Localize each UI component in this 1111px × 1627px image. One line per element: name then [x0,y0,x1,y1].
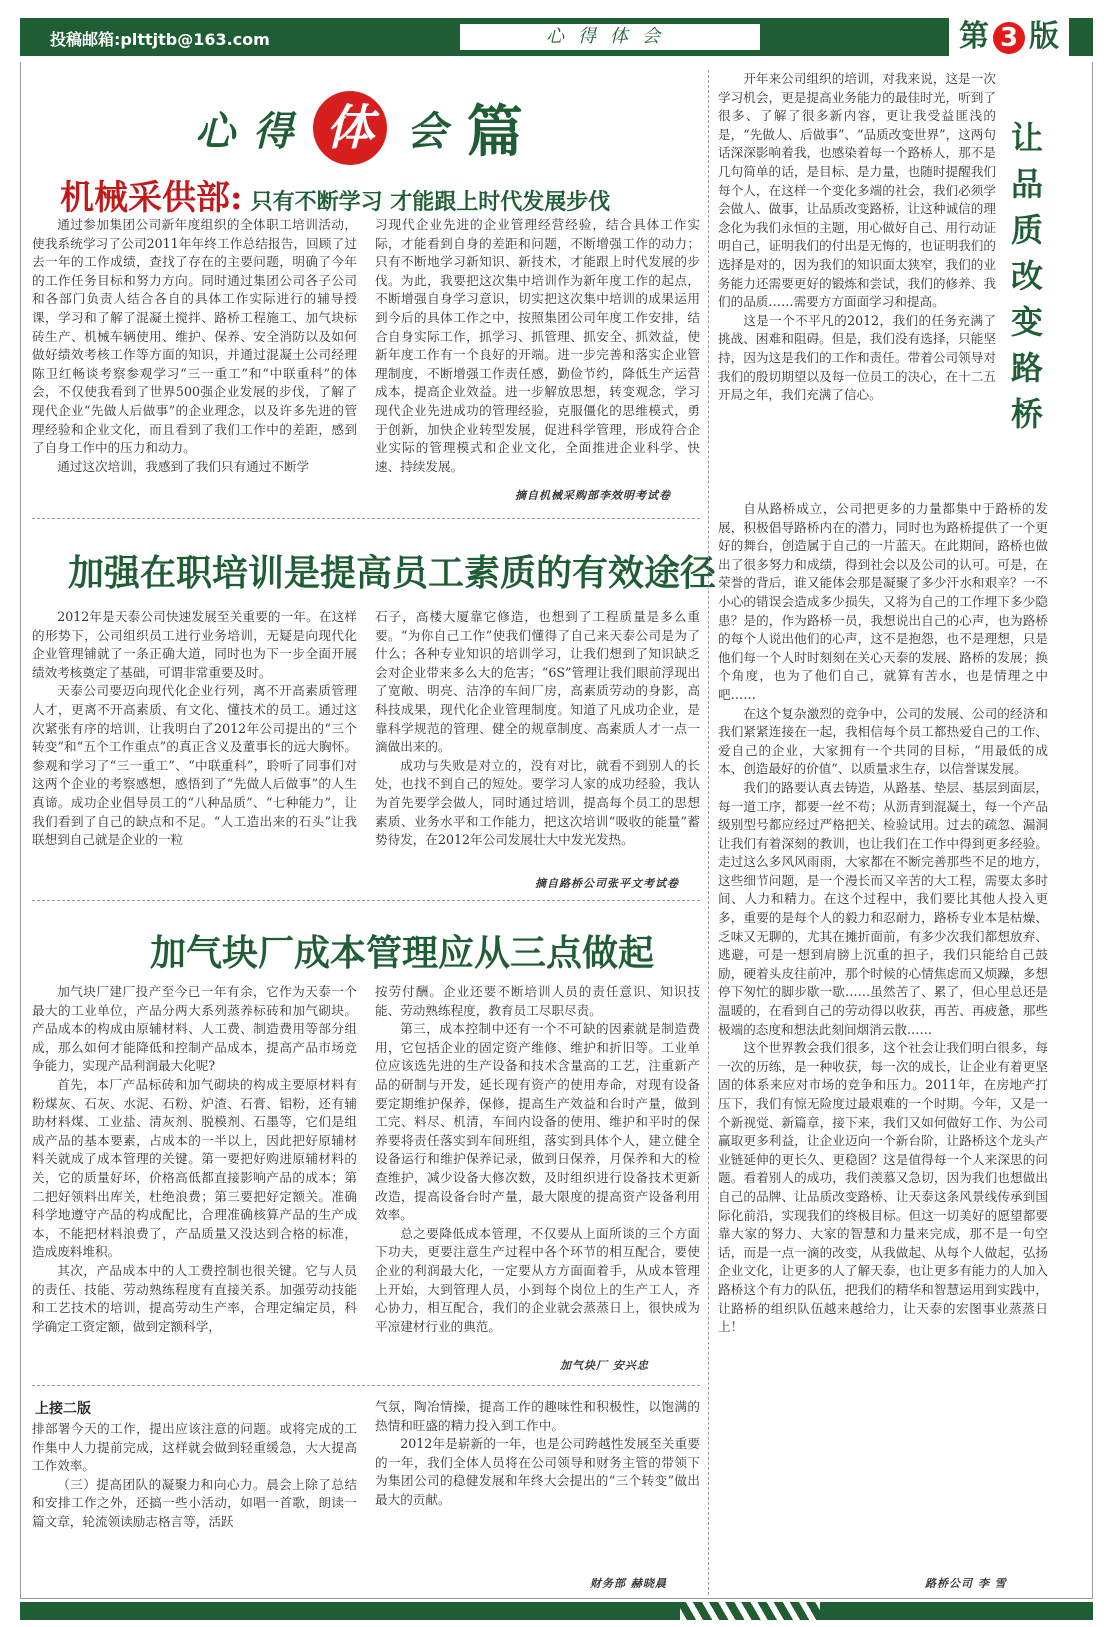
continued-from-label: 上接二版 [35,1401,91,1417]
column-divider [708,70,709,1595]
paragraph: 气氛，陶冶情操，提高工作的趣味性和积极性，以饱满的热情和旺盛的精力投入到工作中。 [375,1399,700,1433]
article3-signature: 加气块厂 安兴忠 [560,1359,649,1372]
article3-column-2 [375,983,700,1336]
contribution-email: 投稿邮箱:plttjtb@163.com [50,30,270,49]
article4-body-top [718,70,996,405]
article3-column-1 [32,983,357,1336]
paragraph: 天泰公司要迈向现代化企业行列，离不开高素质管理人才，更离不开高素质、有文化、懂技术的员工。通过这次紧张有序的培训，让我明白了2012年公司提出的“三个转变”和“五个工作重点”的真正含义及董事长的远大胸怀。参观和学习了“三一重工”、“中联重科”，聆听了同事们对这两个企业的考察感想，感悟到了“先做人后做事”的人生真谛。成功企业倡导员工的“八种品质”、“七种能力”，让我们看到了自己的缺点和不足。“人工造出来的石头”让我联想到自己就是企业的一粒 [32,683,357,848]
paragraph: 开年来公司组织的培训，对我来说，这是一次学习机会，更是提高业务能力的最佳时光，听到了很多、了解了很多新内容，更让我受益匪浅的是，“先做人、后做事”、“品质改变世界”，这两句话深深影响着我，也感染着每一个路桥人，那不是几句简单的话，是目标、是力量，也随时提醒我们每个人，在这样一个变化多端的社会，我们必须学会做人、做事，让品质改变路桥，让这种诚信的理念化为我们永恒的主题，用心做好自己、用行动证明自己，证明我们的付出是无悔的，也证明我们的选择是对的，因为我们的知识面太狭窄，我们的业务能力还需要更好的锻炼和尝试，我们的修养、我们的品质……需要方方面面学习和提高。 [718,71,996,310]
article1-column-1 [32,216,357,476]
paragraph: 这个世界教会我们很多，这个社会让我们明白很多，每一次的历练，是一种收获，每一次的成长，让企业有着更坚固的体系来应对市场的竞争和压力。2011年，在房地产打压下，我们有惊无险度过最艰难的一个时期。今年，又是一个新视觉、新篇章，接下来，我们又如何做好工作、为公司赢取更多利益，让企业迈向一个新台阶，让路桥这个龙头产业链延伸的更长久、更稳固？这是值得每一个人来深思的问题。看着别人的成功，我们羡慕又急切，因为我们也想做出自己的品牌、让品质改变路桥、让天泰这条风景线传承到国际化前沿，实现我们的终极目标。但这一切美好的愿望都要靠大家的努力、大家的智慧和力量来完成，那不是一句空话，而是一点一滴的改变，从我做起、从每个人做起，弘扬企业文化，让更多的人了解天泰，也让更多有能力的人加入路桥这个有力的队伍，把我们的精华和智慧运用到实践中，让路桥的组织队伍越来越给力，让天泰的宏图事业蒸蒸日上！ [718,1040,1048,1335]
paragraph: 加气块厂建厂投产至今已一年有余，它作为天泰一个最大的工业单位，产品分两大系列蒸养标砖和加气砌块。产品成本的构成由原辅材料、人工费、制造费用等部分组成，那么如何才能降低和控制产品成本，提高产品市场竞争能力，实现产品利润最大化呢? [32,984,357,1074]
divider [32,900,700,901]
paragraph: 我们的路要认真去铸造，从路基、垫层、基层到面层，每一道工序，都要一丝不苟；从沥青到混凝土，每一个产品级别型号都应经过严格把关、检验试用。过去的疏忽、漏洞让我们有着深刻的教训，也让我们在工作中得到更多经验。走过这么多风风雨雨，大家都在不断完善那些不足的地方，这些细节问题，是一个漫长而又辛苦的大工程，需要太多时间、人力和精力。在这个过程中，我们要比其他人投入更多，重要的是每个人的毅力和忍耐力，路桥专业本是枯燥、乏味又无聊的，尤其在摊折面前，有多少次我们都想放弃、逃避，可是一想到肩膀上沉重的担子，我们只能给自己鼓励，硬着头皮往前冲，那个时候的心情焦虑而又烦躁，多想停下匆忙的脚步歇一歇……虽然苦了、累了，但心里总还是温暖的，在看到自己的劳动得以收获，再苦、再疲惫，那些极端的态度和想法此刻间烟消云散…… [718,779,1048,1037]
article1-title: 机械采供部: 只有不断学习 才能跟上时代发展步伐 [60,178,611,218]
article3-title: 加气块厂成本管理应从三点做起 [150,932,655,974]
paragraph: （三）提高团队的凝聚力和向心力。晨会上除了总结和安排工作之外，还搞一些小活动，如唱一首歌，朗读一篇文章，轮流领读励志格言等，活跃 [32,1476,357,1529]
article1-subtitle: 只有不断学习 才能跟上时代发展步伐 [250,189,611,215]
article2-column-1 [32,608,357,850]
article4-body [718,500,1048,1337]
divider [32,1385,700,1386]
edition-number: 3 [993,22,1025,54]
continued-column-1 [32,1420,357,1532]
article1-signature: 摘自机械采购部李效明考试卷 [515,489,671,502]
article2-column-2 [375,608,700,850]
continued-signature: 财务部 赫晓晨 [590,1577,667,1590]
article2-title: 加强在职培训是提高员工素质的有效途径 [68,552,717,594]
continued-column-2 [375,1398,700,1510]
paragraph: 成功与失败是对立的，没有对比，就看不到别人的长处，也找不到自己的短处。要学习人家的成功经验，我认为首先要学会做人，同时通过培训，提高每个员工的思想素质、业务水平和工作能力，把这次培训“吸收的能量”蓄势待发，在2012年公司发展壮大中发光发热。 [375,757,700,848]
section-name: 心得体会 [460,24,760,50]
footer-stripe [680,1602,820,1620]
article1-column-2 [375,216,700,476]
paragraph: 通过这次培训，我感到了我们只有通过不断学 [57,458,310,474]
paragraph: 总之要降低成本管理，不仅要从上面所谈的三个方面下功夫，更要注意生产过程中各个环节的相互配合，要使企业的利润最大化，一定要从方方面面着手，从成本管理上开始，大到管理人员，小到每个岗位上的生产工人，齐心协力，相互配合，我们的企业就会蒸蒸日上，很快成为平凉建材行业的典范。 [375,1225,700,1334]
edition-label: 第 3 版 [949,18,1069,56]
masthead-seal: 体 [313,91,387,165]
page-footer [20,1602,1093,1620]
article2-signature: 摘自路桥公司张平文考试卷 [535,877,679,890]
paragraph: 自从路桥成立，公司把更多的力量都集中于路桥的发展，积极倡导路桥内在的潜力，同时也为路桥提供了一个更好的舞台，创造属于自己的一片蓝天。在此期间，路桥也做出了很多努力和成绩，得到社会以及公司的认可。可是，在荣誉的背后，谁又能体会那是凝聚了多少汗水和艰辛？一不小心的错误会造成多少损失，又将为自己的工作埋下多少隐患？是的，作为路桥一员，我想说出自己的心声，也为路桥的每个人说出他们的心声，这不是抱怨，也不是理想，只是他们每一个人时时刻刻在关心天泰的发展、路桥的发展；换个角度，也为了他们自己，就算有苦水，也是情理之中吧…… [718,501,1048,702]
article4-signature: 路桥公司 李 雪 [925,1577,1007,1590]
divider [32,518,700,519]
paragraph: 通过参加集团公司新年度组织的全体职工培训活动，使我系统学习了公司2011年年终工作总结报告，回顾了过去一年的工作成绩，查找了存在的主要问题，明确了今年的工作任务目标和努力方向。同时通过集团公司各子公司和各部门负责人结合各自的具体工作实际进行的辅导授课，学习和了解了混凝土搅拌、路桥工程施工、加气块标砖生产、机械车辆使用、维护、保养、安全消防以及如何做好绩效考核工作等方面的知识，并通过混凝土公司经理陈卫红畅谈考察参观学习“三一重工”和“中联重科”的体会，不仅使我看到了世界500强企业发展的步伐，了解了现代企业“先做人后做事”的企业理念，以及许多先进的管理经验和企业文化，而且看到了我们工作中的差距，感到了自身工作中的压力和动力。 [32,217,357,456]
paragraph: 其次，产品成本中的人工费控制也很关键。它与人员的责任、技能、劳动熟练程度有直接关系。加强劳动技能和工艺技术的培训，提高劳动生产率，合理定编定员，科学确定工资定额，做到定额科学， [32,1262,357,1334]
paragraph: 在这个复杂激烈的竞争中，公司的发展、公司的经济和我们紧紧连接在一起，我相信每个员工都热爱自己的工作、爱自己的企业，大家拥有一个共同的目标，“用最低的成本、创造最好的价值”、以质量求生存，以信誉谋发展。 [718,705,1048,777]
paragraph: 排部署今天的工作，提出应该注意的问题。或将完成的工作集中人力提前完成，这样就会做到轻重缓急，大大提高工作效率。 [32,1421,357,1474]
paragraph: 第三，成本控制中还有一个不可缺的因素就是制造费用，它包括企业的固定资产维修、维护和折旧等。工业单位应该选先进的生产设备和技术含量高的工艺，注重新产品的研制与开发，延长现有资产的使用寿命，对现有设备要定期维护保养，保修，提高生产效益和台时产量，做到工完、料尽、机清，车间内设备的使用、维护和平时的保养要将责任落实到车间班组，落实到具体个人，建立健全设备运行和维护保养记录，做到日保养，月保养和大的检查维护，减少设备大修次数，及时组织进行设备技术更新改造，提高设备台时产量，最大限度的提高资产设备利用效率。 [375,1021,700,1223]
page-header [20,18,1093,56]
paragraph: 首先，本厂产品标砖和加气砌块的构成主要原材料有粉煤灰、石灰、水泥、石粉、炉渣、石膏、铝粉，还有辅助材料煤、工业盐、清灰剂、脱模剂、石墨等，它们是组成产品的基本要素，占成本的一半以上，因此把好原辅材料关就成了成本管理的关键。第一要把好购进原辅材料的关，它的质量好坏，价格高低都直接影响产品的成本；第二把好领料出库关，杜绝浪费；第三要把好定额关。准确科学地遵守产品的构成配比，合理准确核算产品的生产成本，不能把材料浪费了，产品质量又没达到合格的标准，造成废料堆积。 [32,1076,357,1260]
paragraph: 2012年是天泰公司快速发展至关重要的一年。在这样的形势下，公司组织员工进行业务培训，无疑是向现代化企业管理铺就了一条正确大道，同时也为下一步全面开展绩效考核奠定了基础，可谓非常重要及时。 [32,609,357,680]
article4-title: 让品质改变路桥 [1010,119,1043,433]
section-masthead: 心 得 体 会 篇 [195,88,523,158]
paragraph: 石子，高楼大厦靠它修造，也想到了工程质量是多么重要。“为你自己工作”使我们懂得了自己来天泰公司是为了什么；各种专业知识的培训学习，让我们想到了知识缺乏会对企业带来多么大的危害；“6S”管理让我们眼前浮现出了宽敞、明亮、洁净的车间厂房，高素质劳动的身影，高科技成果，现代化企业管理制度。知道了凡成功企业，是靠科学规范的管理、健全的规章制度、高素质人才一点一滴做出来的。 [375,609,700,755]
paragraph: 这是一个不平凡的2012，我们的任务充满了挑战、困难和阻碍。但是，我们没有选择，只能坚持，因为这是我们的工作和责任。带着公司领导对我们的殷切期望以及每一位员工的决心，在十二五开局之年，我们充满了信心。 [718,312,996,403]
paragraph: 2012年是崭新的一年，也是公司跨越性发展至关重要的一年，我们全体人员将在公司领导和财务主管的带领下为集团公司的稳健发展和年终大会提出的“三个转变”做出最大的贡献。 [375,1436,700,1507]
paragraph: 按劳付酬。企业还要不断培训人员的责任意识、知识技能、劳动熟练程度，教育员工尽职尽责。 [375,984,700,1018]
paragraph: 习现代企业先进的企业管理经营经验，结合具体工作实际，才能看到自身的差距和问题，不断增强工作的动力；只有不断地学习新知识、新技术，才能跟上时代发展的步伐。为此，我要把这次集中培训作为新年度工作的起点，不断增强自身学习意识，切实把这次集中培训的成果运用到今后的具体工作之中，按照集团公司年度工作安排，结合自身实际工作，抓学习、抓管理、抓安全、抓效益，使新年度工作有一个良好的开端。进一步完善和落实企业管理制度，不断增强工作责任感，勤俭节约，降低生产运营成本，提高企业效益。进一步解放思想，转变观念，学习现代企业先进成功的管理经验，克服僵化的思维模式，勇于创新，加快企业转型发展，促进科学管理，形成符合企业实际的管理模式和企业文化，全面推进企业科学、快速、持续发展。 [375,217,700,474]
